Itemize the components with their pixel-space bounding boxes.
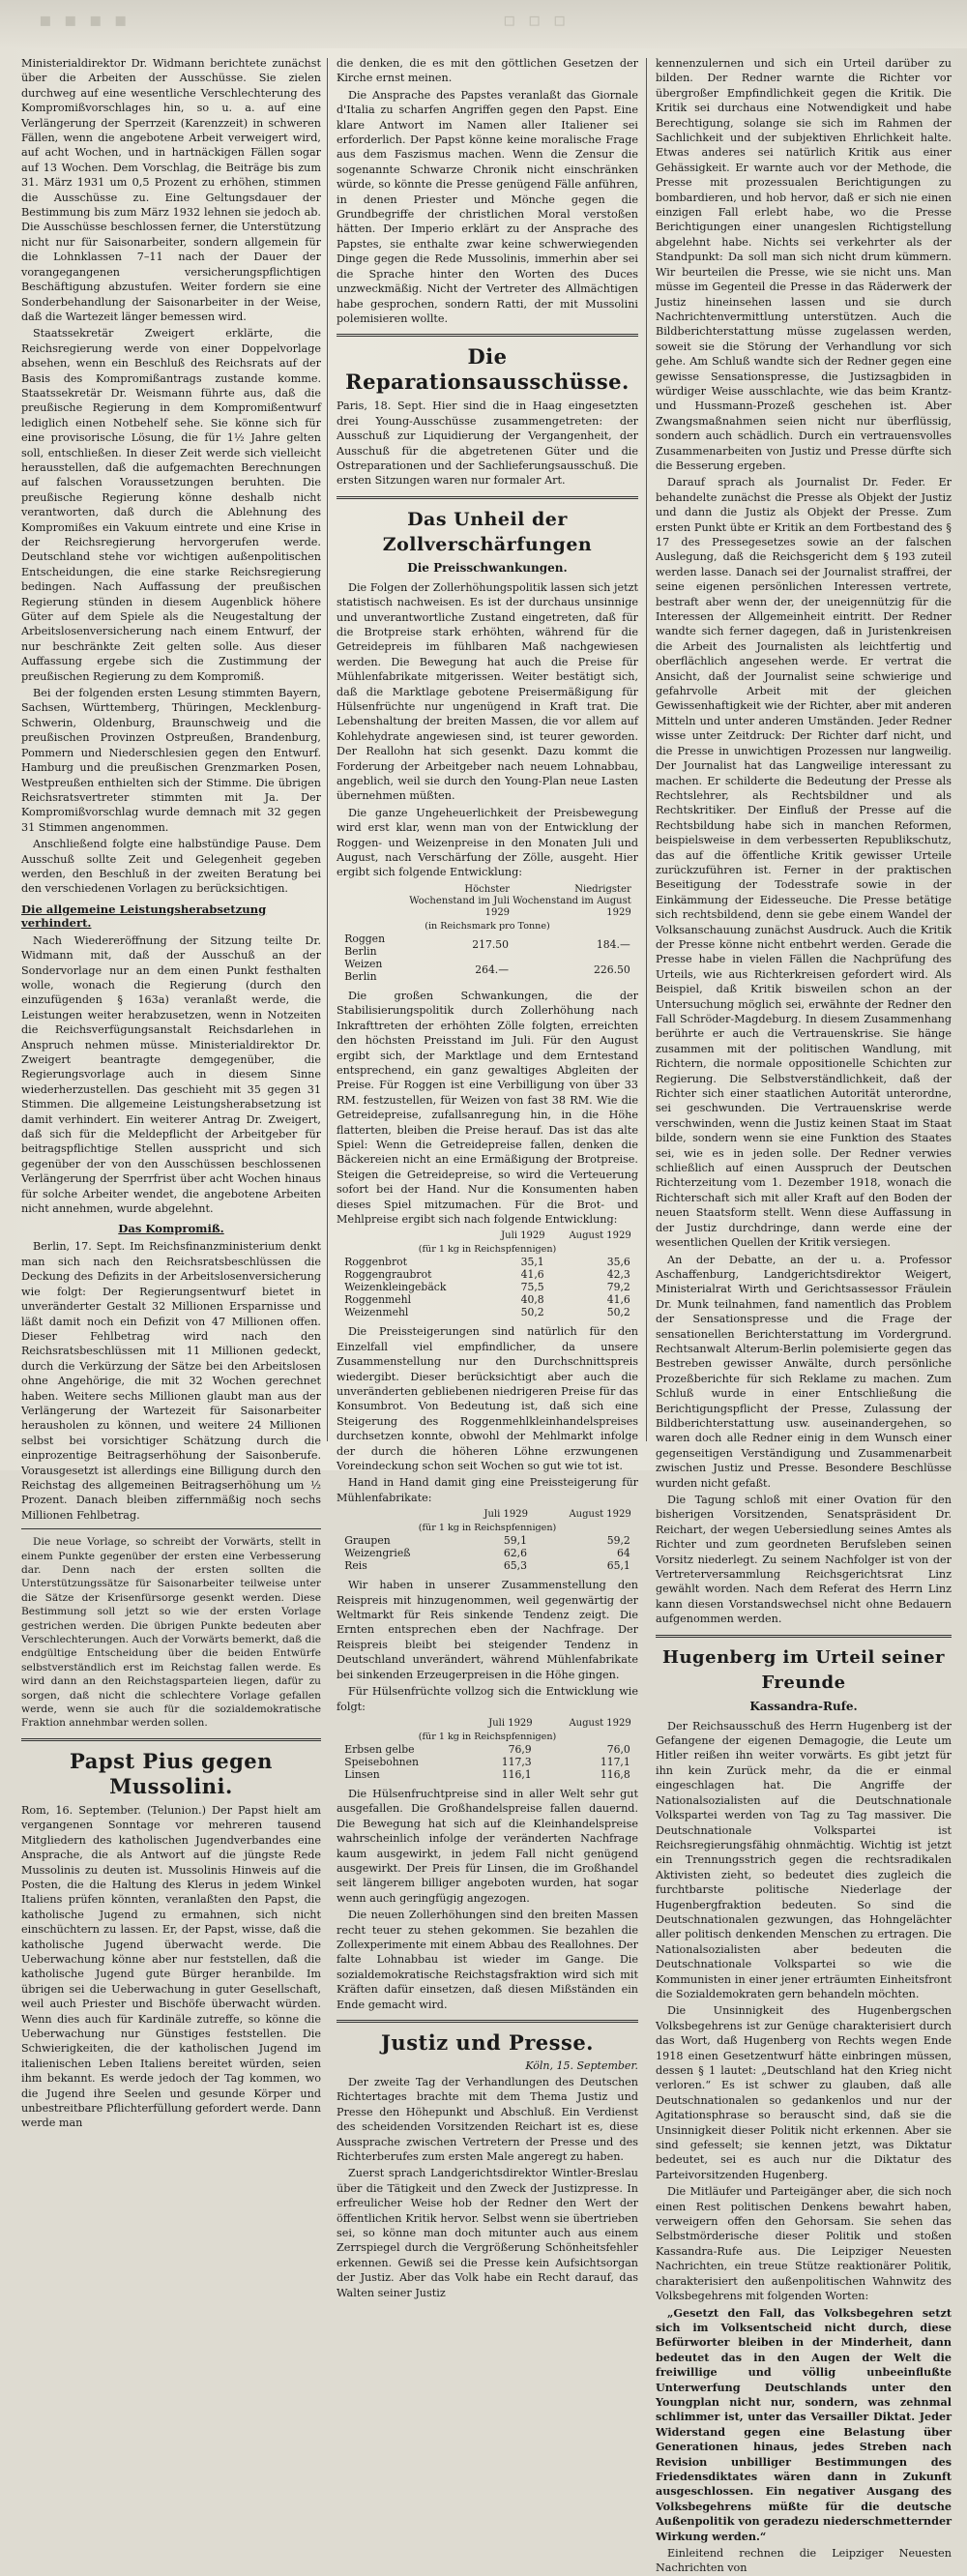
article-paragraph: Die Unsinnigkeit des Hugenbergschen Volksbegehrens ist zur Genüge charakterisiert durch das Wort, daß Hugenberg von Rechts wegen Ende 1918 einen Gesetzentwurf hätte einbringen müssen, dessen § 1 lautet: „Deutschland hat den Krieg nicht verloren.“ Es ist schwer zu glauben, daß alle Deutschnationalen so gedankenlos und nur der Agitationsphrase so berauscht sind, daß sie die Unsinnigkeit dieser Politik nicht erkennen. Aber sie sind gefesselt; sie kennen jetzt, was Diktatur bedeutet, sei es auch nur die Diktatur des Parteivorsitzenden Hugenberg. — [656, 2004, 952, 2181]
cell-value: 41,6 — [606, 1293, 630, 1307]
table-header: Juli 1929 — [484, 1509, 528, 1521]
headline: Die Reparationsausschüsse. — [345, 344, 630, 395]
article-paragraph: Für Hülsenfrüchte vollzog sich die Entwicklung wie folgt: — [337, 1685, 638, 1713]
article-paragraph: Die Ansprache des Papstes veranlaßt das Giornale d'Italia zu scharfen Angriffen gegen den Papst. Eine klare Antwort im Namen aller Italiener sei erforderlich. Der Papst könne keine moralische Frage aus dem Faszismus machen. Wenn die Zensur die sogenannte Schwarze Chronik nicht einschränken würde, so könnte die Presse genügend Fälle anführen, in denen Priester und Mönche gegen die Grundbegriffe der christlichen Moral verstoßen hätten. Der Imperio erklärt zu der Ansprache des Papstes, sie enthalte zwar keine schwerwiegenden Dinge gegen die Rede Mussolinis, immerhin aber sei die Sprache hinter den Worten des Duces unzweckmäßig. Nicht der Vertreter des Allmächtigen habe gesprochen, sondern Ratti, der mit Mussolini polemisieren wollte. — [337, 88, 638, 325]
article-paragraph: Nach Wiedereröffnung der Sitzung teilte Dr. Widmann mit, daß der Ausschuß an der Sondervorlage nur an dem einen Punkt festhalten wolle, wonach die Regierung (durch den einzufügenden § 163a) veranlaßt werde, die Leistungen weiter herabzusetzen, wenn in Notzeiten die Reichsverfügungsanstalt Reichsdarlehen in Anspruch nehmen müsse. Ministerialdirektor Dr. Zweigert beantragte demgegenüber, die Regierungsvorlage auch in diesem Sinne wiederherzustellen. Das geschieht mit 35 gegen 31 Stimmen. Die allgemeine Leistungsherabsetzung ist damit verhindert. Ein weiterer Antrag Dr. Zweigert, daß sich für die Meldepflicht der Arbeitgeber für beitragspflichtige Stellen ausspricht und sich gegenüber der von den Ausschüssen beschlossenen Verlängerung der Sperrfrist über acht Wochen hinaus für solche Arbeiter wendet, die angebotene Arbeiten nicht annehmen, wurde abgelehnt. — [21, 933, 321, 1216]
table-header: Juli 1929 — [488, 1717, 533, 1729]
headline: Papst Pius gegen Mussolini. — [70, 1748, 273, 1798]
table-row — [342, 1268, 632, 1281]
article-paragraph: Die neue Vorlage, so schreibt der Vorwärts, stellt in einem Punkte gegenüber der ersten eine Verbesserung dar. Denn nach der ersten sollten die Unterstützungssätze für Saisonarbeiter teilweise unter die Sätze der Krisenfürsorge gesenkt werden. Diese Bestimmung soll jetzt so wie der ersten Vorlage gestrichen werden. Die übrigen Punkte bedeuten aber Verschlechterungen. Auch der Vorwärts bemerkt, daß die endgültige Entscheidung über die beiden Entwürfe selbstverständlich erst im Reichstag fallen werde. Es wird dann an den Reichstagsparteien liegen, dafür zu sorgen, daß nicht die schlechtere Vorlage gefallen werde, wenn sie auch für die sozialdemokratische Fraktion annehmbar werden sollen. — [21, 1536, 321, 1730]
article-paragraph: Hand in Hand damit ging eine Preissteigerung für Mühlenfabrikate: — [337, 1476, 638, 1504]
table-unit: (in Reichsmark pro Tonne) — [425, 920, 550, 932]
cell-value: 64 — [617, 1547, 630, 1560]
article-paragraph: kennenzulernen und sich ein Urteil darüber zu bilden. Der Redner warnte die Richter vor übergroßer Empfindlichkeit gegen die Kritik. Die Kritik sei durchaus eine Notwendigkeit und habe Berechtigung, solange sie sich im Rahmen der Sachlichkeit und der subjektiven Ehrlichkeit halte. Etwas anderes sei natürlich Kritik aus einer Gehässigkeit. Er warnte auch vor der Methode, die Presse mit prozessualen Berichtigungen zu bombardieren, und hob hervor, daß er sich nie einen einzigen Fall erlebt habe, wo die Presse Berichtigungen einer unangeslen Richtigstellung abgelehnt habe. Nichts sei verkehrter als der Standpunkt: Da soll man sich nicht drum kümmern. Wir beurteilen die Presse, wie sie nicht uns. Man müsse im Gegenteil die Presse in das Räderwerk der Justiz hineinsehen lassen und sie durch Nachrichtenvermittlung unterstützen. Auch die Bildberichterstattung müsse zugelassen werden, soweit sie die Störung der Verhandlung vor sich gehe. Am Schluß wandte sich der Redner gegen eine gewisse Sensationspresse, die Justizsagbiden in würdiger Weise ausschlachte, wie das beim Krantz- und Hussmann-Prozeß geschehen ist. Aber Zwangsmaßnahmen seien nicht nur überflüssig, sondern auch schädlich. Durch ein vertrauensvolles Zusammenarbeiten von Justiz und Presse dürfte sich die Besserung ergeben. — [656, 57, 952, 472]
table-row — [342, 1306, 632, 1318]
column-divider — [327, 58, 328, 1441]
cell-value: 217.50 — [472, 938, 510, 952]
table-row — [342, 1256, 632, 1268]
table-row — [342, 958, 632, 983]
cell-value: 76,9 — [508, 1742, 532, 1756]
cell-value: 117,3 — [501, 1755, 532, 1768]
table-row — [342, 1293, 632, 1306]
cell-value: 264.— — [475, 963, 510, 977]
table-row — [342, 1559, 632, 1572]
row-label: Erbsen gelbe — [344, 1742, 415, 1756]
table-header: Höchster Wochenstand im Juli 1929 — [409, 883, 511, 918]
table-header: August 1929 — [569, 1230, 631, 1242]
article-paragraph: Der Reichsausschuß des Herrn Hugenberg ist der Gefangene der eigenen Demagogie, die Leute um Hitler reißen ihn weiter vorwärts. Es gibt jetzt für ihn kein Zurück mehr, da die er einmal eingeschlagen hat. Die Angriffe der Nationalsozialisten auf die Deutschnationale Volkspartei werden von Tag zu Tag massiver. Die Deutschnationale Volkspartei ist Reichsregierungsfähig ohnmächtig. Wichtig ist jetzt ein Trennungsstrich gegen die rechtsradikalen Aktivisten zieht, so bedeutet dies zugleich die furchtbarste politische Niederlage der Hugenbergfraktion bedeuten. So sind die Deutschnationalen gezwungen, das Hohngelächter aller politisch denkenden Menschen zu ertragen. Die Nationalsozialisten aber bedeuten die Deutschnationale Volkspartei so wie die Kommunisten in einer jener erträumten Einheitsfront die Sozialdemokraten gern behandeln möchten. — [656, 1719, 952, 2000]
article-paragraph: Ministerialdirektor Dr. Widmann berichtete zunächst über die Arbeiten der Ausschüsse. Sie zielen durchweg auf eine wesentliche Verschlechterung des Kompromißvorschlages hin, so u. a. auf eine Verlängerung der Sperrzeit (Karenzzeit) in schweren Fällen, wenn die angebotene Arbeit verweigert wird, auf acht Wochen, und in hartnäckigen Fällen sogar auf 13 Wochen. Dem Vorschlag, die Beiträge bis zum 31. März 1931 um 0,5 Prozent zu erhöhen, stimmen die Ausschüsse zu. Eine Geltungsdauer der Bestimmung bis zum März 1932 lehnen sie jedoch ab. Die Ausschüsse beschlossen ferner, die Unterstützung nicht nur für Saisonarbeiter, sondern allgemein für die Lohnklassen 7–11 nach der Dauer der vorangegangenen versicherungspflichtigen Beschäftigung abzustufen. Weiter fordern sie eine Sonderbehandlung der Saisonarbeiter in der Weise, daß die Wartezeit länger bemessen wird. — [21, 57, 321, 323]
article-paragraph: Bei der folgenden ersten Lesung stimmten Bayern, Sachsen, Württemberg, Thüringen, Mecklenburg-Schwerin, Oldenburg, Braunschweig und die preußischen Provinzen Ostpreußen, Brandenburg, Pommern und Niederschlesien gegen den Entwurf. Hamburg und die preußischen Grenzmarken Posen, Westpreußen enthielten sich der Stimme. Die übrigen Reichsratsvertreter stimmten mit Ja. Der Kompromißvorschlag wurde demnach mit 32 gegen 31 Stimmen angenommen. — [21, 687, 321, 834]
article-paragraph: Anschließend folgte eine halbstündige Pause. Dem Ausschuß sollte Zeit und Gelegenheit gegeben werden, den Beschluß in der zweiten Beratung bei den verschiedenen Vorlagen zu berücksichtigen. — [21, 838, 321, 896]
table-row — [342, 1534, 632, 1547]
table-row — [342, 1281, 632, 1293]
divider — [337, 496, 638, 499]
cell-value: 116,1 — [501, 1767, 532, 1781]
table-unit: (für 1 kg in Reichspfennigen) — [418, 1731, 557, 1742]
divider — [337, 334, 638, 337]
article-paragraph: Der zweite Tag der Verhandlungen des Deutschen Richtertages brachte mit dem Thema Justiz und Presse den Höhepunkt und Abschluß. Ein Verdienst des scheidenden Vorsitzenden Reichart ist es, diese Aussprache zwischen Vertretern der Presse und des Richterberufes zum ersten Male angeregt zu haben. — [337, 2076, 638, 2164]
cell-value: 65,3 — [503, 1559, 527, 1573]
cell-value: 75,5 — [520, 1281, 544, 1294]
table-row — [342, 1547, 632, 1559]
cell-value: 62,6 — [503, 1547, 527, 1560]
article-paragraph: Wir haben in unserer Zusammenstellung den Reispreis mit hinzugenommen, weil gegenwärtig der Weltmarkt für Reis sinkende Tendenz zeigt. Die Ernten entsprechen eben der Nachfrage. Der Reispreis bleibt bei steigender Tendenz in Deutschland unverändert, während Mühlenfabrikate bei sinkenden Erzeugerpreisen in die Höhe gingen. — [337, 1579, 638, 1681]
subheadline: Die Preisschwankungen. — [407, 560, 568, 575]
cell-value: 76,0 — [606, 1742, 630, 1756]
section-heading: Die allgemeine Leistungsherabsetzung verhindert. — [21, 902, 267, 930]
table-unit: (für 1 kg in Reichspfennigen) — [418, 1523, 557, 1534]
table-row — [342, 1768, 632, 1781]
article-paragraph: Die Mitläufer und Parteigänger aber, die sich noch einen Rest politischen Denkens bewahrt haben, verweigern offen den Gehorsam. Sie sehen das Selbstmörderische dieser Politik und stoßen Kassandra-Rufe aus. Die Leipziger Neuesten Nachrichten, ein treue Stütze reaktionärer Politik, charakterisiert den außenpolitischen Wahnwitz des Volksbegehrens mit folgenden Worten: — [656, 2185, 952, 2303]
table-header: Juli 1929 — [501, 1230, 545, 1242]
article-paragraph: Die Hülsenfruchtpreise sind in aller Welt sehr gut ausgefallen. Die Großhandelspreise fallen dauernd. Die Bewegung hat sich auf die Kleinhandelspreise wahrscheinlich infolge der veränderten Nachfrage kaum ausgewirkt, in jedem Fall nicht genügend ausgewirkt. Der Preis für Linsen, die im Großhandel seit längerem billiger angeboten wurden, hat sogar wenn auch geringfügig angezogen. — [337, 1787, 638, 1905]
article-paragraph: Die großen Schwankungen, die der Stabilisierungspolitik durch Zollerhöhung nach Inkrafttreten der erhöhten Zölle folgten, erreichten den höchsten Preisstand im Juli. Für den August ergibt sich, der Marktlage und dem Erntestand entsprechend, ein ganz gewaltiges Abgleiten der Preise. Für Roggen ist eine Verbilligung von über 33 RM. festzustellen, für Weizen von fast 38 RM. Wie die Getreidepreise, zufallsanregung hin, in die Höhe flatterten, bleiben die Preise herauf. Das ist das alte Spiel: Wenn die Getreidepreise fallen, denken die Bäckereien nicht an eine Ermäßigung der Brotpreise. Steigen die Getreidepreise, so wird die Verteuerung sofort bei der Hand. Nur die Konsumenten haben dieses Spiel mitzumachen. Für die Brot- und Mehlpreise ergibt sich nach folgende Entwicklung: — [337, 989, 638, 1226]
row-label: Reis — [344, 1559, 367, 1573]
dateline: Köln, 15. September. — [525, 2059, 638, 2072]
column-left — [21, 56, 321, 2130]
divider — [656, 1635, 952, 1638]
cell-value: 184.— — [596, 938, 630, 952]
article-paragraph: An der Debatte, an der u. a. Professor Aschaffenburg, Landgerichtsdirektor Weigert, Ministerialrat Wirth und Gerichtsassessor Fräulein Dr. Munk teilnahmen, fand namentlich das Problem der Sensationspresse und die Frage der sensationellen Berichterstattung im Vordergrund. Rechtsanwalt Alterum-Berlin polemisierte gegen das Bestreben gewisser Anwälte, durch persönliche Prozeßberichte für sich Reklame zu machen. Zum Schluß wurde in einer Entschließung die Berichtigungspflicht der Presse, Zulassung der Bildberichterstattung usw. auseinandergehen, so waren doch alle Redner einig in dem Wunsch einer gegenseitigen Verständigung und Zusammenarbeit zwischen Justiz und Presse. Besondere Beschlüsse wurden nicht gefaßt. — [656, 1253, 952, 1490]
cell-value: 41,6 — [520, 1268, 544, 1282]
cell-value: 116,8 — [600, 1767, 630, 1781]
section-heading: Das Kompromiß. — [118, 1222, 224, 1236]
article-paragraph: Staatssekretär Zweigert erklärte, die Reichsregierung werde von einer Doppelvorlage absehen, wenn ein Beschluß des Reichsrats auf der Basis des Kompromißantrags zustande komme. Staatssekretär Dr. Weismann führte aus, daß die preußische Regierung in dem Kompromißentwurf lediglich einen Notbehelf sehe. Sie könne sich für eine provisorische Lösung, die für 1½ Jahre gelten soll, entschließen. In dieser Zeit werde sich vielleicht herausstellen, daß die aufgemachten Berechnungen auf falschen Voraussetzungen beruhten. Die preußische Regierung könne deshalb nicht verantworten, daß durch die Ablehnung des Kompromißes ein Vakuum eintrete und eine Krise in der Reichsregierung hervorgerufen werde. Deutschland stehe vor wichtigen außenpolitischen Entscheidungen, die eine starke Reichsregierung bedingen. Nach Auffassung der preußischen Regierung stünden in diesem Augenblick höhere Güter auf dem Spiele als die Neugestaltung der Arbeitslosenversicherung nach einem Entwurf, der nur beschränkte Zeit gelten solle. Aus dieser Auffassung ergebe sich die Zustimmung der preußischen Regierung zu dem Kompromiß. — [21, 327, 321, 683]
table-header: Niedrigster Wochenstand im August 1929 — [513, 883, 631, 918]
article-paragraph: Die Preissteigerungen sind natürlich für den Einzelfall viel empfindlicher, da unsere Zusammenstellung nur den Durchschnittspreis wiedergibt. Dieser berücksichtigt aber auch die unveränderten gebliebenen niedrigeren Preise für das Konsumbrot. Von Bedeutung ist, daß sich eine Steigerung des Roggenmehlkleinhandelspreises durchsetzen konnte, obwohl der Mehlmarkt infolge der durch die höheren Löhne erzwungenen Voreindeckung schon seit Wochen so gut wie tot ist. — [337, 1325, 638, 1473]
article-paragraph: Zuerst sprach Landgerichtsdirektor Wintler-Breslau über die Tätigkeit und den Zweck der Justizpresse. In erfreulicher Weise hob der Redner den Wert der öffentlichen Kritik hervor. Selbst wenn sie übertrieben sei, so könne man doch mitunter auch aus einem Zerrspiegel durch die Vergrößerung Schönheitsfehler erkennen. Gewiß sei die Presse kein Aufsichtsorgan der Justiz. Aber das Volk habe ein Recht darauf, das Walten seiner Justiz — [337, 2167, 638, 2299]
subheadline: Kassandra-Rufe. — [749, 1699, 858, 1713]
row-label: Speisebohnen — [344, 1755, 419, 1768]
divider — [21, 1738, 321, 1741]
cell-value: 50,2 — [606, 1306, 630, 1319]
table-row — [342, 1743, 632, 1756]
quoted-paragraph: „Gesetzt den Fall, das Volksbegehren setzt sich im Volksentscheid nicht durch, diese Befürworter bleiben in der Minderheit, dann bedeutet das in den Augen der Welt die freiwillige und völlig unbeeinflußte Unterwerfung Deutschlands unter den Youngplan nicht nur, sondern, was zehnmal schlimmer ist, unter das Versailler Diktat. Jeder Widerstand gegen eine Belastung über Generationen hinaus, jedes Streben nach Revision unbilliger Bestimmungen des Friedensdiktates wären dann in Zukunft ausgeschlossen. Ein negativer Ausgang des Volksbegehrens müßte für die deutsche Außenpolitik von geradezu niederschmetternder Wirkung werden.“ — [656, 2305, 952, 2543]
cell-value: 226.50 — [593, 963, 630, 977]
price-table-bread — [342, 1229, 632, 1318]
table-unit: (für 1 kg in Reichspfennigen) — [418, 1244, 557, 1256]
headline: Hugenberg im Urteil seiner Freunde — [661, 1646, 946, 1693]
article-paragraph: Darauf sprach als Journalist Dr. Feder. Er behandelte zunächst die Presse als Objekt der Justiz und dann die Justiz als Objekt der Presse. Zum ersten Punkt übte er Kritik an dem Fortbestand des § 17 des Pressegesetzes sowie an der falschen Auslegung, daß die Reichsgericht dem § 193 zuteil werden lasse. Danach sei der Journalist straffrei, der seine eigenen persönlichen Interessen vertrete, bestraft aber wenn der, der uneigennützig für die Interessen der Allgemeinheit eintritt. Der Redner wandte sich ferner dagegen, daß in Juristenkreisen die Arbeit des Journalisten als leichtfertig und oberflächlich angesehen werde. Er vertrat die Ansicht, daß der Journalist seine schwierige und gefahrvolle Arbeit mit der gleichen Gewissenhaftigkeit wie der Richter, aber mit anderen Mitteln und unter anderen Umständen. Jeder Redner wisse unter Zeitdruck: Der Richter darf nicht, und die Presse in unwichtigen Prozessen nur langweilig. Der Journalist hat das Langweilige interessant zu machen. Er schilderte die Bedeutung der Presse als Rechtslehrer, als Rechtsbildner und als Rechtskritiker. Der Einfluß der Presse auf die Rechtsbildung habe sich in manchen Reformen, beispielsweise in dem verbesserten Republikschutz, das auf die öffentliche Kritik gewisser Urteile zurückzuführen ist. Ferner in der praktischen Beseitigung der Todesstrafe sowie in der Einkämmung der Eidesseuche. Die Presse betätige sich rechtsbildend, denn sie gebe einem Wandel der Volksanschauung zunächst Ausdruck. Auch die Kritik der Presse könne nicht entbehrt werden. Gerade die Presse habe in vielen Fällen die Nachprüfung des Urteils, wie aus Richterkreisen gefordert wird. Als Beispiel, daß Kritik bisweilen schon an der Untersuchung möglich sei, erwähnte der Redner den Fall Schröder-Magdeburg. In diesem Zusammenhang berührte er auch die Vertrauenskrise. Sie hänge zusammen mit der politischen Wandlung, mit Richtern, die normale oppositionelle Schichten zur Regierung. Die Selbstverständlichkeit, daß der Richter sich einer staatlichen Autorität unterordne, sei geschwunden. Die Vertrauenskrise werde verschwinden, wenn die Justiz keinen Staat im Staat bilde, sondern wenn sie eine Funktion des Staates sei, wie es in jeden solle. Der Redner verwies schließlich auf einen Ausspruch der Deutschen Richterzeitung vom 1. Dezember 1918, wonach die Richterschaft sich mit aller Kraft auf den Boden der neuen Staatsform stellt. Wenn diese Auffassung in der Justiz durchdringe, dann werde eine der wesentlichen Quellen der Kritik versiegen. — [656, 476, 952, 1250]
article-paragraph: Die ganze Ungeheuerlichkeit der Preisbewegung wird erst klar, wenn man von der Entwicklung der Roggen- und Weizenpreise in den Monaten Juli und August, nach Verschärfung der Zölle, ausgeht. Hier ergibt sich folgende Entwicklung: — [337, 806, 638, 879]
row-label: Linsen — [344, 1767, 380, 1781]
table-header: August 1929 — [569, 1509, 631, 1521]
article-paragraph: Rom, 16. September. (Telunion.) Der Papst hielt am vergangenen Sonntage vor mehreren tausend Mitgliedern des katholischen Jugendverbandes eine Ansprache, die als Antwort auf die jüngste Rede Mussolinis zu deuten ist. Mussolinis Hinweis auf die Posten, die die Haltung des Klerus in jedem Winkel Italiens prüfen könnten, veranlaßten den Papst, die katholische Jugend zu ermahnen, sich nicht einschüchtern zu lassen. Er, der Papst, wisse, daß die katholische Jugend überwacht werde. Die Ueberwachung könne aber nur feststellen, daß die katholische Jugend gute Bürger heranbilde. Im übrigen sei die Ueberwachung in guter Gesellschaft, weil auch Priester und Bischöfe überwacht würden. Wenn dies auch für Kardinäle zutreffe, so könne die Ueberwachung nur Günstiges feststellen. Die Schwierigkeiten, die der katholischen Jugend im italienischen Leben Italiens bereitet würden, seien ihm bekannt. Es werde jedoch der Tag kommen, wo die Jugend ihre Seelen und gesunde Körper und unbestreitbare Pflichterfüllung gefordert werde. Dann werde man — [21, 1803, 321, 2130]
article-paragraph: Die Tagung schloß mit einer Ovation für den bisherigen Vorsitzenden, Senatspräsident Dr. Reichart, der wegen Uebersiedlung seines Amtes als Richter und zum geordneten Berufsleben seinen Vorsitz niederlegt. Zu seinem Nachfolger ist von der Vertreterversammlung Reichsgerichtsrat Linz gewählt worden. Nach dem Referat des Herrn Linz kann diesen Vorstandswechsel nicht ohne Bedauern aufgenommen werden. — [656, 1494, 952, 1626]
article-paragraph: Einleitend rechnen die Leipziger Neuesten Nachrichten von — [656, 2547, 952, 2575]
column-right — [656, 56, 952, 2575]
price-table-mill-products — [342, 1508, 632, 1572]
divider — [337, 2020, 638, 2023]
price-table-pulses — [342, 1717, 632, 1781]
column-middle — [337, 56, 638, 2299]
cell-value: 42,3 — [606, 1268, 630, 1282]
cell-value: 59,2 — [606, 1534, 630, 1548]
cell-value: 35,6 — [606, 1256, 630, 1269]
table-row — [342, 1756, 632, 1768]
cell-value: 50,2 — [520, 1306, 544, 1319]
headline: Justiz und Presse. — [380, 2030, 594, 2055]
faded-page-edge: ▪ ▪ ▪ ▪ ▫ ▫ ▫ — [0, 0, 967, 48]
row-label: Weizenmehl — [344, 1306, 409, 1319]
cell-value: 35,1 — [520, 1256, 544, 1269]
row-label: Graupen — [344, 1534, 391, 1548]
cell-value: 65,1 — [606, 1559, 630, 1573]
article-paragraph: Die Folgen der Zollerhöhungspolitik lassen sich jetzt statistisch nachweisen. Es ist der durchaus unsinnige und unverantwortliche Zustand eingetreten, daß für die Brotpreise stark erhöhten, während für die Getreidepreis im fühlbaren Maß nachgewiesen werden. Die Bewegung hat auch die Preise für Mühlenfabrikate mitgerissen. Weiter bestätigt sich, daß die Marktlage gebotene Preisermäßigung für Hülsenfrüchte nur ungenügend in Kraft trat. Die Lebenshaltung der breiten Massen, die vor allem auf Kohlehydrate angewiesen sind, ist teurer geworden. Der Reallohn hat sich gesenkt. Dazu kommt die Forderung der Arbeitgeber nach neuem Lohnabbau, angeblich, weil sie durch den Young-Plan neue Lasten übernehmen müßten. — [337, 580, 638, 803]
row-label: Roggenmehl — [344, 1293, 412, 1307]
cell-value: 79,2 — [606, 1281, 630, 1294]
table-row — [342, 933, 632, 958]
row-label: Weizengrieß — [344, 1547, 411, 1560]
cell-value: 59,1 — [503, 1534, 527, 1548]
row-label: Roggen Berlin — [344, 932, 386, 958]
cell-value: 40,8 — [520, 1293, 544, 1307]
price-table-grain — [342, 883, 632, 983]
row-label: Weizen Berlin — [344, 957, 383, 983]
headline: Das Unheil der Zollverschärfungen — [382, 508, 593, 555]
article-paragraph: Die neuen Zollerhöhungen sind den breiten Massen recht teuer zu stehen gekommen. Sie bezahlen die Zollexperimente mit einem Abbau des Reallohnes. Der falte Lohnabbau ist wieder im Gange. Die sozialdemokratische Reichstagsfraktion wird sich mit Kräften dafür einsetzen, daß diesen Mißständen ein Ende gemacht wird. — [337, 1909, 638, 2011]
row-label: Weizenkleingebäck — [344, 1281, 447, 1294]
article-paragraph: Berlin, 17. Sept. Im Reichsfinanzministerium denkt man sich nach den Reichsratsbeschlüssen die Deckung des Defizits in der Arbeitslosenversicherung wie folgt: Der Regierungsentwurf bietet in unveränderter Gestalt 32 Millionen Ersparnisse und läßt damit noch ein Defizit von 47 Millionen offen. Dieser Fehlbetrag wird nach den Reichsratsbeschlüssen mit 11 Millionen gedeckt, durch die Verkürzung der Sätze bei den Arbeitslosen ohne Angehörige, die mit 32 Wochen gerechnet haben. Weitere sechs Millionen glaubt man aus der Verlängerung der Wartezeit für Saisonarbeiter herausholen zu können, und weitere 24 Millionen selbst bei vorsichtiger Schätzung durch die einprozentige Beitragserhöhung der Saisonberufe. Vorausgesetzt ist allerdings eine Billigung durch den Reichstag des allgemeinen Beitragserhöhung um ½ Prozent. Danach bleiben ziffernmäßig noch sechs Millionen Fehlbetrag. — [21, 1240, 321, 1522]
table-header: August 1929 — [569, 1717, 631, 1729]
divider — [21, 1528, 321, 1529]
row-label: Roggenbrot — [344, 1256, 407, 1269]
row-label: Roggengraubrot — [344, 1268, 432, 1282]
cell-value: 117,1 — [600, 1755, 630, 1768]
article-paragraph: Paris, 18. Sept. Hier sind die in Haag eingesetzten drei Young-Ausschüsse zusammengetreten: der Ausschuß zur Liquidierung der Vergangenheit, der Ausschuß für die abgetretenen Güter und die Ostreparationen und der Sachlieferungsausschuß. Die ersten Sitzungen waren nur formaler Art. — [337, 400, 638, 488]
article-paragraph: die denken, die es mit den göttlichen Gesetzen der Kirche ernst meinen. — [337, 57, 638, 85]
column-divider — [646, 58, 647, 1441]
